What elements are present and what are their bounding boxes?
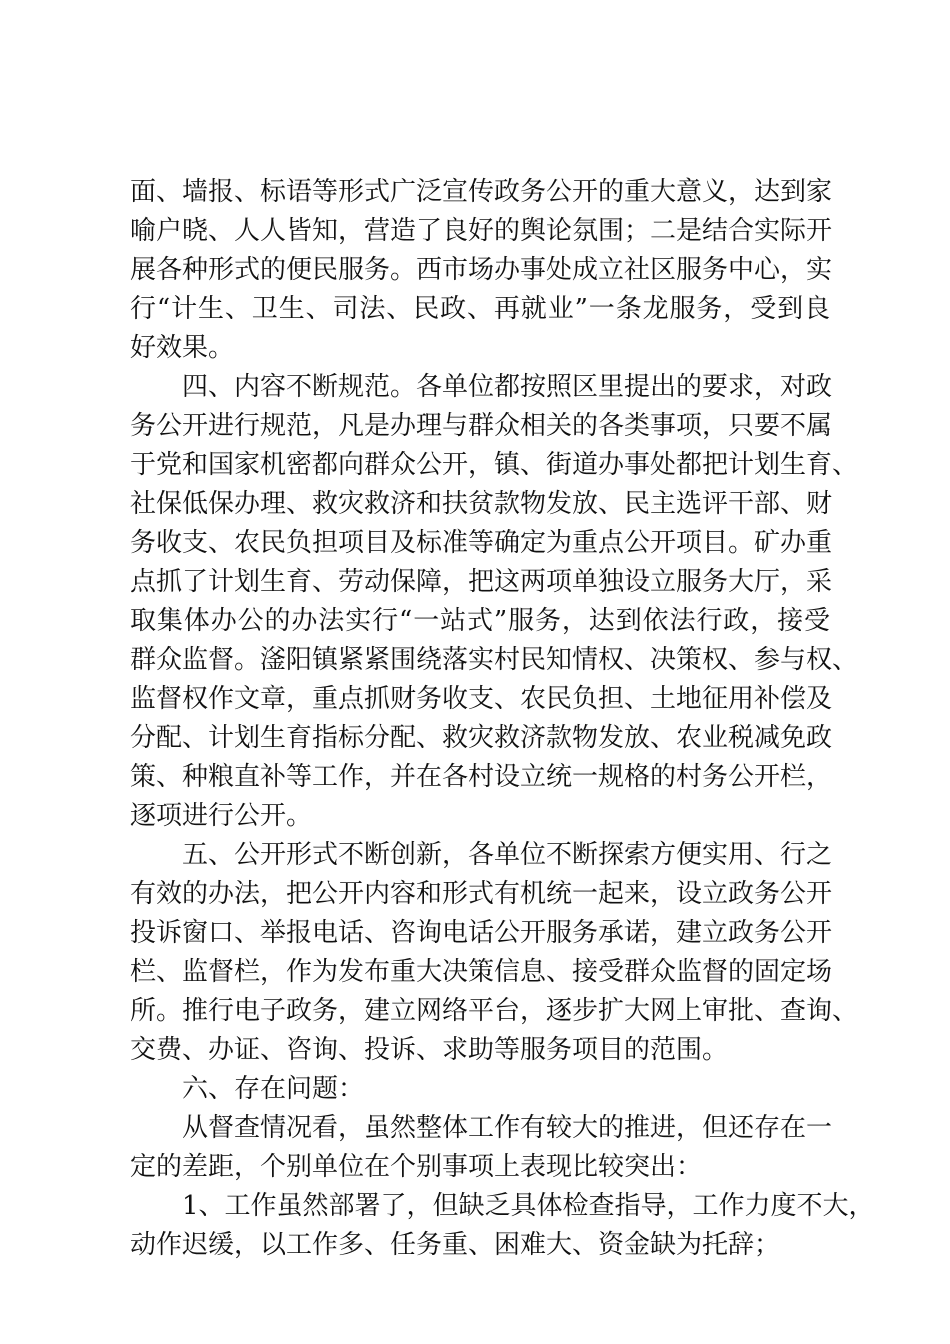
text-line: 展各种形式的便民服务。西市场办事处成立社区服务中心，实 bbox=[130, 255, 833, 285]
text-line: 监督权作文章，重点抓财务收支、农民负担、土地征用补偿及 bbox=[130, 684, 833, 714]
section-heading: 六、存在问题： bbox=[182, 1074, 365, 1104]
text-line: 交费、办证、咨询、投诉、求助等服务项目的范围。 bbox=[130, 1035, 729, 1065]
text-line: 面、墙报、标语等形式广泛宣传政务公开的重大意义，达到家 bbox=[130, 177, 833, 207]
text-line: 取集体办公的办法实行“一站式”服务，达到依法行政，接受 bbox=[130, 606, 830, 636]
text-line: 逐项进行公开。 bbox=[130, 801, 313, 831]
text-line: 所。推行电子政务，建立网络平台，逐步扩大网上审批、查询、 bbox=[130, 996, 859, 1026]
text-line: 点抓了计划生育、劳动保障，把这两项单独设立服务大厅，采 bbox=[130, 567, 833, 597]
text-line: 于党和国家机密都向群众公开，镇、街道办事处都把计划生育、 bbox=[130, 450, 859, 480]
text-line: 投诉窗口、举报电话、咨询电话公开服务承诺，建立政务公开 bbox=[130, 918, 833, 948]
text-line: 喻户晓、人人皆知，营造了良好的舆论氛围；二是结合实际开 bbox=[130, 216, 833, 246]
text-line: 群众监督。滏阳镇紧紧围绕落实村民知情权、决策权、参与权、 bbox=[130, 645, 859, 675]
text-line: 定的差距，个别单位在个别事项上表现比较突出： bbox=[130, 1152, 703, 1182]
text-line: 策、种粮直补等工作，并在各村设立统一规格的村务公开栏， bbox=[130, 762, 833, 792]
text-line: 务公开进行规范，凡是办理与群众相关的各类事项，只要不属 bbox=[130, 411, 833, 441]
text-line: 分配、计划生育指标分配、救灾救济款物发放、农业税减免政 bbox=[130, 723, 833, 753]
text-line: 五、公开形式不断创新，各单位不断探索方便实用、行之 bbox=[182, 840, 833, 870]
text-line: 好效果。 bbox=[130, 333, 235, 363]
text-line: 行“计生、卫生、司法、民政、再就业”一条龙服务，受到良 bbox=[130, 294, 830, 324]
text-line: 动作迟缓，以工作多、任务重、困难大、资金缺为托辞； bbox=[130, 1230, 781, 1260]
text-line: 从督查情况看，虽然整体工作有较大的推进，但还存在一 bbox=[182, 1113, 833, 1143]
list-item: 1、工作虽然部署了，但缺乏具体检查指导，工作力度不大， bbox=[182, 1191, 875, 1221]
text-line: 四、内容不断规范。各单位都按照区里提出的要求，对政 bbox=[182, 372, 833, 402]
text-line: 务收支、农民负担项目及标准等确定为重点公开项目。矿办重 bbox=[130, 528, 833, 558]
text-line: 有效的办法，把公开内容和形式有机统一起来，设立政务公开 bbox=[130, 879, 833, 909]
text-line: 栏、监督栏，作为发布重大决策信息、接受群众监督的固定场 bbox=[130, 957, 833, 987]
text-line: 社保低保办理、救灾救济和扶贫款物发放、民主选评干部、财 bbox=[130, 489, 833, 519]
